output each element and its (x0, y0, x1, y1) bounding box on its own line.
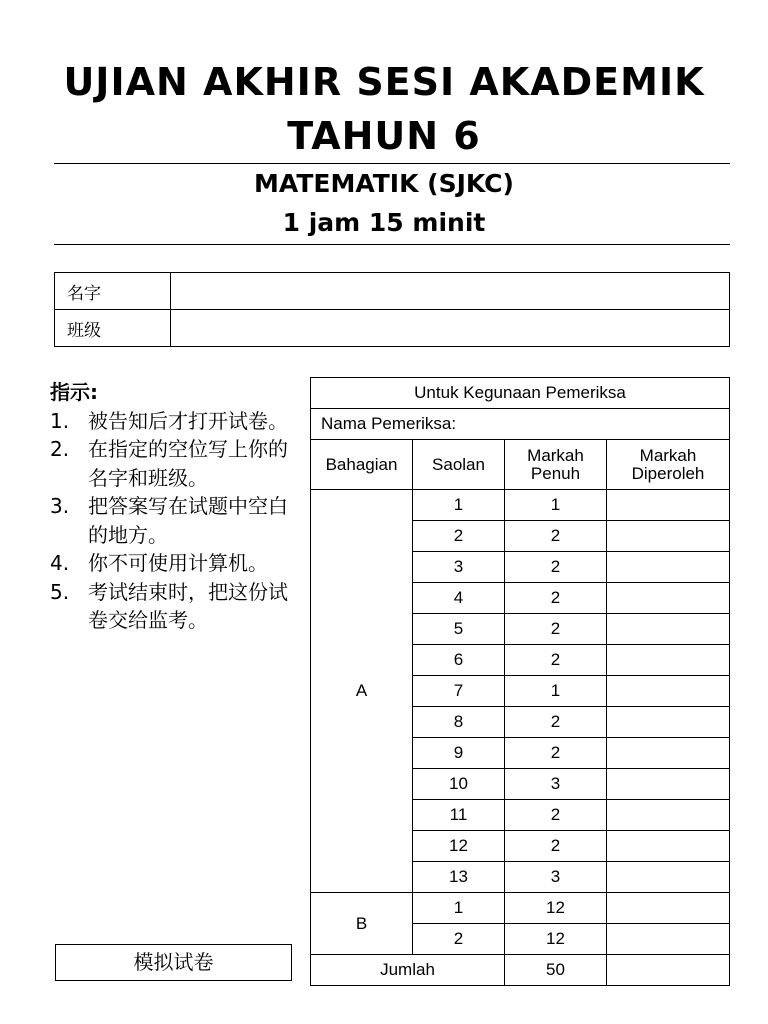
examiner-marks-table (310, 377, 730, 986)
marks-obtained[interactable] (607, 645, 730, 676)
section-a-rows (311, 490, 730, 893)
header-full-marks-line1: Markah (527, 445, 584, 465)
marks-obtained[interactable] (607, 676, 730, 707)
name-label: 名字 (55, 273, 171, 310)
marks-row (311, 893, 730, 924)
question-number: 5 (413, 614, 505, 645)
marks-obtained[interactable] (607, 490, 730, 521)
class-field[interactable] (171, 310, 730, 347)
instruction-number: 4. (50, 551, 70, 575)
instruction-text: 在指定的空位写上你的名字和班级。 (88, 437, 288, 490)
marks-obtained[interactable] (607, 707, 730, 738)
header-obtained-line1: Markah (639, 445, 697, 465)
instruction-number: 1. (50, 408, 70, 433)
full-marks: 2 (505, 583, 607, 614)
exam-year: TAHUN 6 (287, 114, 481, 158)
section-label: B (311, 893, 413, 955)
marks-obtained[interactable] (607, 583, 730, 614)
question-number: 13 (413, 862, 505, 893)
marks-obtained[interactable] (607, 800, 730, 831)
full-marks: 2 (505, 645, 607, 676)
full-marks: 2 (505, 831, 607, 862)
question-number: 10 (413, 769, 505, 800)
examiner-name-field[interactable]: Nama Pemeriksa: (311, 409, 730, 440)
marks-obtained[interactable] (607, 769, 730, 800)
header-marks-obtained (607, 440, 730, 490)
full-marks: 1 (505, 490, 607, 521)
full-marks: 2 (505, 738, 607, 769)
instructions (50, 378, 300, 635)
question-number: 7 (413, 676, 505, 707)
divider (54, 244, 730, 245)
marks-obtained[interactable] (607, 924, 730, 955)
exam-title: UJIAN AKHIR SESI AKADEMIK (63, 60, 705, 104)
marks-obtained[interactable] (607, 893, 730, 924)
question-number: 6 (413, 645, 505, 676)
mock-exam-label: 模拟试卷 (55, 944, 292, 981)
instruction-item (50, 549, 300, 578)
marks-obtained[interactable] (607, 862, 730, 893)
section-b-rows (311, 893, 730, 955)
name-field[interactable] (171, 273, 730, 310)
full-marks: 12 (505, 924, 607, 955)
marks-obtained[interactable] (607, 738, 730, 769)
instruction-number: 2. (50, 437, 70, 461)
divider (54, 163, 730, 164)
instruction-item (50, 492, 300, 549)
header-section: Bahagian (311, 440, 413, 490)
section-label: A (311, 490, 413, 893)
examiner-table-title: Untuk Kegunaan Pemeriksa (311, 378, 730, 409)
class-label: 班级 (55, 310, 171, 347)
marks-row (311, 490, 730, 521)
full-marks: 2 (505, 800, 607, 831)
header-full-marks-line2: Penuh (530, 463, 581, 483)
total-label: Jumlah (311, 955, 505, 986)
question-number: 8 (413, 707, 505, 738)
total-marks-obtained[interactable] (607, 955, 730, 986)
full-marks: 2 (505, 521, 607, 552)
marks-obtained[interactable] (607, 552, 730, 583)
instruction-item (50, 407, 300, 436)
marks-obtained[interactable] (607, 831, 730, 862)
question-number: 11 (413, 800, 505, 831)
full-marks: 2 (505, 614, 607, 645)
question-number: 2 (413, 924, 505, 955)
instruction-text: 考试结束时，把这份试卷交给监考。 (88, 579, 288, 632)
instruction-item (50, 435, 300, 492)
instruction-text: 把答案写在试题中空白的地方。 (88, 494, 288, 547)
instruction-number: 3. (50, 494, 70, 518)
question-number: 12 (413, 831, 505, 862)
instruction-number: 5. (50, 579, 70, 604)
header-full-marks (505, 440, 607, 490)
header-question: Saolan (413, 440, 505, 490)
subject-title: MATEMATIK (SJKC) (254, 169, 514, 198)
marks-obtained[interactable] (607, 521, 730, 552)
full-marks: 12 (505, 893, 607, 924)
full-marks: 2 (505, 707, 607, 738)
full-marks: 1 (505, 676, 607, 707)
question-number: 9 (413, 738, 505, 769)
question-number: 1 (413, 893, 505, 924)
full-marks: 2 (505, 552, 607, 583)
full-marks: 3 (505, 769, 607, 800)
duration: 1 jam 15 minit (282, 208, 486, 237)
total-full-marks: 50 (505, 955, 607, 986)
marks-obtained[interactable] (607, 614, 730, 645)
instruction-text: 你不可使用计算机。 (88, 551, 268, 575)
instructions-heading: 指示: (50, 380, 98, 404)
question-number: 3 (413, 552, 505, 583)
full-marks: 3 (505, 862, 607, 893)
instruction-item (50, 578, 300, 635)
header-obtained-line2: Diperoleh (631, 463, 705, 483)
student-info-table (54, 272, 730, 347)
instruction-text: 被告知后才打开试卷。 (88, 408, 288, 433)
question-number: 2 (413, 521, 505, 552)
question-number: 4 (413, 583, 505, 614)
question-number: 1 (413, 490, 505, 521)
